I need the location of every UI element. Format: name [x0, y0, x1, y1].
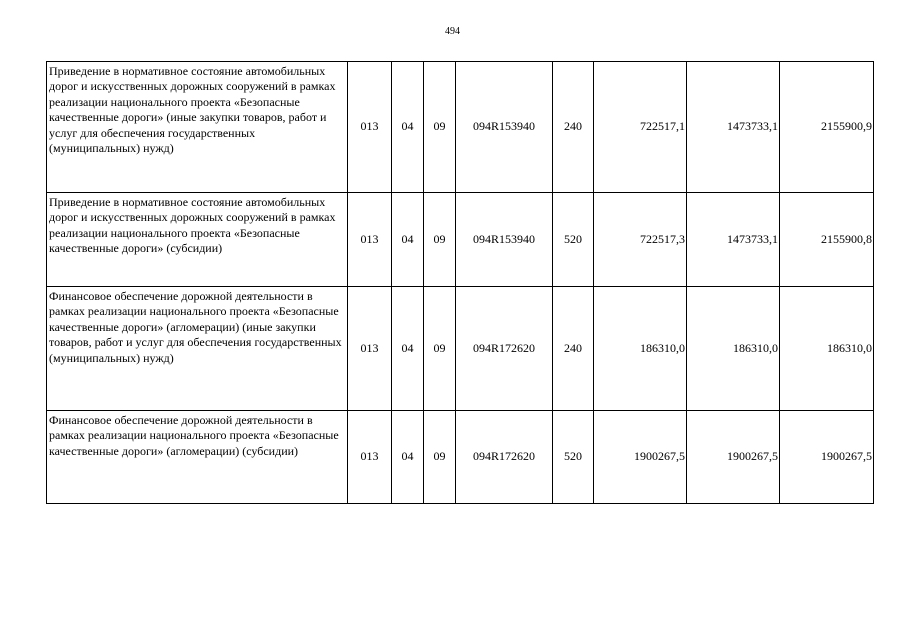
subsection-code: 09: [424, 287, 456, 411]
target-article-code: 094R153940: [456, 193, 553, 287]
amount-year-1: 186310,0: [594, 287, 687, 411]
amount-year-2: 1900267,5: [687, 411, 780, 504]
expense-type-code: 520: [553, 411, 594, 504]
target-article-code: 094R153940: [456, 62, 553, 193]
section-code: 04: [392, 287, 424, 411]
table-row: [47, 193, 874, 287]
amount-year-1: 722517,1: [594, 62, 687, 193]
amount-year-3: 2155900,8: [780, 193, 874, 287]
page-number: 494: [445, 26, 460, 37]
expense-type-code: 240: [553, 62, 594, 193]
amount-year-3: 186310,0: [780, 287, 874, 411]
row-description: Приведение в нормативное состояние автомобильных дорог и искусственных дорожных сооружений в рамках реализации национального проекта «Безопасные качественные дороги» (иные закупки товаров, работ и услуг для обеспечения государственных (муниципальных) нужд): [47, 62, 348, 193]
expense-type-code: 240: [553, 287, 594, 411]
section-code: 04: [392, 193, 424, 287]
section-code: 04: [392, 62, 424, 193]
row-description: Финансовое обеспечение дорожной деятельности в рамках реализации национального проекта «Безопасные качественные дороги» (агломерации) (субсидии): [47, 411, 348, 504]
ministry-code: 013: [348, 62, 392, 193]
table-row: [47, 62, 874, 193]
subsection-code: 09: [424, 411, 456, 504]
subsection-code: 09: [424, 193, 456, 287]
expense-type-code: 520: [553, 193, 594, 287]
row-description: Финансовое обеспечение дорожной деятельности в рамках реализации национального проекта «Безопасные качественные дороги» (агломерации) (иные закупки товаров, работ и услуг для обеспечения государственных (муниципальных) нужд): [47, 287, 348, 411]
table-row: [47, 411, 874, 504]
subsection-code: 09: [424, 62, 456, 193]
budget-table: [46, 61, 874, 504]
amount-year-1: 1900267,5: [594, 411, 687, 504]
ministry-code: 013: [348, 411, 392, 504]
amount-year-3: 2155900,9: [780, 62, 874, 193]
table-row: [47, 287, 874, 411]
section-code: 04: [392, 411, 424, 504]
target-article-code: 094R172620: [456, 411, 553, 504]
ministry-code: 013: [348, 193, 392, 287]
target-article-code: 094R172620: [456, 287, 553, 411]
amount-year-2: 1473733,1: [687, 62, 780, 193]
row-description: Приведение в нормативное состояние автомобильных дорог и искусственных дорожных сооружений в рамках реализации национального проекта «Безопасные качественные дороги» (субсидии): [47, 193, 348, 287]
amount-year-1: 722517,3: [594, 193, 687, 287]
amount-year-2: 186310,0: [687, 287, 780, 411]
ministry-code: 013: [348, 287, 392, 411]
amount-year-2: 1473733,1: [687, 193, 780, 287]
amount-year-3: 1900267,5: [780, 411, 874, 504]
